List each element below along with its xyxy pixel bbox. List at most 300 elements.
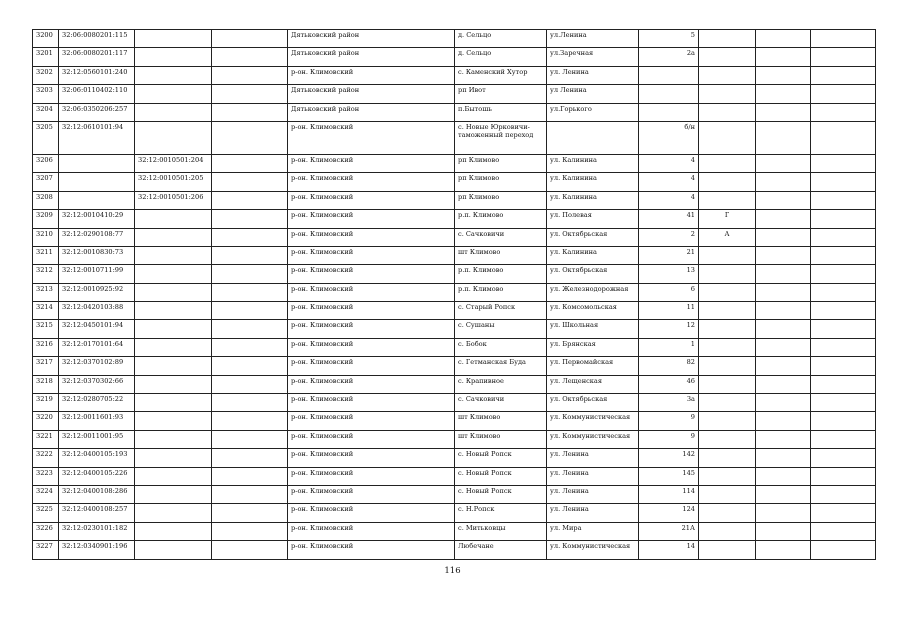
street-cell: ул. Лещенская xyxy=(547,375,639,393)
empty-cell xyxy=(212,103,288,121)
house-letter-cell xyxy=(699,30,756,48)
cadastral-number-alt-cell xyxy=(135,210,212,228)
house-letter-cell xyxy=(699,541,756,559)
empty-cell xyxy=(212,283,288,301)
cadastral-number-cell: 32:12:0370102:89 xyxy=(59,357,135,375)
extra-cell xyxy=(756,412,811,430)
district-cell: р-он. Климовский xyxy=(288,522,455,540)
cadastral-number-cell: 32:12:0610101:94 xyxy=(59,121,135,154)
cadastral-number-cell: 32:12:0170101:64 xyxy=(59,338,135,356)
house-letter-cell xyxy=(699,48,756,66)
row-number-cell: 3209 xyxy=(33,210,59,228)
cadastral-number-alt-cell xyxy=(135,412,212,430)
row-number-cell: 3216 xyxy=(33,338,59,356)
extra-cell xyxy=(811,246,876,264)
row-number-cell: 3211 xyxy=(33,246,59,264)
cadastral-number-alt-cell xyxy=(135,246,212,264)
house-letter-cell xyxy=(699,302,756,320)
row-number-cell: 3204 xyxy=(33,103,59,121)
extra-cell xyxy=(811,357,876,375)
extra-cell xyxy=(756,48,811,66)
house-number-cell: 13 xyxy=(639,265,699,283)
empty-cell xyxy=(212,357,288,375)
row-number-cell: 3202 xyxy=(33,66,59,84)
extra-cell xyxy=(811,522,876,540)
table-row xyxy=(33,48,876,66)
cadastral-number-cell: 32:12:0010410:29 xyxy=(59,210,135,228)
extra-cell xyxy=(756,449,811,467)
street-cell: ул.Заречная xyxy=(547,48,639,66)
cadastral-number-alt-cell xyxy=(135,30,212,48)
row-number-cell: 3218 xyxy=(33,375,59,393)
row-number-cell: 3214 xyxy=(33,302,59,320)
empty-cell xyxy=(212,121,288,154)
extra-cell xyxy=(811,48,876,66)
locality-cell: с. Митьковцы xyxy=(455,522,547,540)
district-cell: Дятьковский район xyxy=(288,103,455,121)
house-letter-cell xyxy=(699,375,756,393)
extra-cell xyxy=(811,412,876,430)
cadastral-number-cell: 32:12:0370302:66 xyxy=(59,375,135,393)
extra-cell xyxy=(756,522,811,540)
row-number-cell: 3222 xyxy=(33,449,59,467)
table-row xyxy=(33,375,876,393)
street-cell: ул. Ленина xyxy=(547,449,639,467)
house-number-cell xyxy=(639,66,699,84)
cadastral-number-cell: 32:12:0340901:196 xyxy=(59,541,135,559)
empty-cell xyxy=(212,504,288,522)
extra-cell xyxy=(756,283,811,301)
extra-cell xyxy=(756,430,811,448)
table-row xyxy=(33,283,876,301)
locality-cell: с. Сушаны xyxy=(455,320,547,338)
cadastral-number-alt-cell xyxy=(135,357,212,375)
row-number-cell: 3206 xyxy=(33,154,59,172)
house-number-cell: 2а xyxy=(639,48,699,66)
table-row xyxy=(33,357,876,375)
house-number-cell: 145 xyxy=(639,467,699,485)
empty-cell xyxy=(212,412,288,430)
cadastral-number-alt-cell xyxy=(135,66,212,84)
house-number-cell: 9 xyxy=(639,430,699,448)
table-row xyxy=(33,541,876,559)
cadastral-number-alt-cell: 32:12:0010501:206 xyxy=(135,191,212,209)
house-letter-cell xyxy=(699,504,756,522)
cadastral-number-alt-cell xyxy=(135,485,212,503)
table-row xyxy=(33,121,876,154)
table-row xyxy=(33,467,876,485)
cadastral-number-cell: 32:12:0420103:88 xyxy=(59,302,135,320)
table-row xyxy=(33,103,876,121)
row-number-cell: 3219 xyxy=(33,394,59,412)
extra-cell xyxy=(756,375,811,393)
house-letter-cell xyxy=(699,338,756,356)
street-cell: ул. Железнодорожная xyxy=(547,283,639,301)
table-row xyxy=(33,449,876,467)
cadastral-number-alt-cell xyxy=(135,338,212,356)
empty-cell xyxy=(212,228,288,246)
cadastral-number-alt-cell xyxy=(135,283,212,301)
locality-cell: с. Новый Ропск xyxy=(455,449,547,467)
street-cell: ул. Мира xyxy=(547,522,639,540)
extra-cell xyxy=(756,228,811,246)
street-cell: ул. Коммунистическая xyxy=(547,412,639,430)
cadastral-number-cell: 32:12:0560101:240 xyxy=(59,66,135,84)
locality-cell: с. Гетманская Буда xyxy=(455,357,547,375)
cadastral-number-alt-cell xyxy=(135,375,212,393)
extra-cell xyxy=(811,430,876,448)
extra-cell xyxy=(756,173,811,191)
street-cell: ул. Октябрьская xyxy=(547,228,639,246)
locality-cell: рп Климово xyxy=(455,191,547,209)
cadastral-number-cell xyxy=(59,191,135,209)
page-number: 116 xyxy=(444,566,461,576)
cadastral-number-alt-cell xyxy=(135,103,212,121)
cadastral-number-alt-cell xyxy=(135,541,212,559)
district-cell: р-он. Климовский xyxy=(288,338,455,356)
table-row xyxy=(33,394,876,412)
extra-cell xyxy=(811,121,876,154)
empty-cell xyxy=(212,320,288,338)
extra-cell xyxy=(756,394,811,412)
extra-cell xyxy=(756,541,811,559)
extra-cell xyxy=(756,338,811,356)
empty-cell xyxy=(212,173,288,191)
table-row xyxy=(33,228,876,246)
district-cell: Дятьковский район xyxy=(288,30,455,48)
table-row xyxy=(33,154,876,172)
cadastral-number-cell: 32:12:0290108:77 xyxy=(59,228,135,246)
locality-cell: д. Сельцо xyxy=(455,30,547,48)
street-cell xyxy=(547,121,639,154)
empty-cell xyxy=(212,246,288,264)
street-cell: ул. Полевая xyxy=(547,210,639,228)
empty-cell xyxy=(212,302,288,320)
table-row xyxy=(33,430,876,448)
extra-cell xyxy=(811,541,876,559)
district-cell: р-он. Климовский xyxy=(288,210,455,228)
cadastral-number-cell xyxy=(59,154,135,172)
empty-cell xyxy=(212,375,288,393)
cadastral-number-alt-cell xyxy=(135,430,212,448)
street-cell: ул. Ленина xyxy=(547,504,639,522)
empty-cell xyxy=(212,191,288,209)
row-number-cell: 3203 xyxy=(33,85,59,103)
empty-cell xyxy=(212,210,288,228)
cadastral-number-cell: 32:12:0230101:182 xyxy=(59,522,135,540)
street-cell: ул. Коммунистическая xyxy=(547,430,639,448)
house-number-cell: 12 xyxy=(639,320,699,338)
empty-cell xyxy=(212,394,288,412)
extra-cell xyxy=(756,320,811,338)
house-number-cell: 9 xyxy=(639,412,699,430)
cadastral-number-alt-cell xyxy=(135,449,212,467)
street-cell: ул. Калинина xyxy=(547,246,639,264)
extra-cell xyxy=(811,394,876,412)
empty-cell xyxy=(212,154,288,172)
extra-cell xyxy=(756,485,811,503)
house-letter-cell xyxy=(699,66,756,84)
street-cell: ул. Коммунистическая xyxy=(547,541,639,559)
extra-cell xyxy=(811,302,876,320)
house-letter-cell xyxy=(699,485,756,503)
cadastral-number-cell: 32:12:0280705:22 xyxy=(59,394,135,412)
cadastral-number-alt-cell xyxy=(135,85,212,103)
row-number-cell: 3220 xyxy=(33,412,59,430)
street-cell: ул. Октябрьская xyxy=(547,265,639,283)
district-cell: р-он. Климовский xyxy=(288,121,455,154)
empty-cell xyxy=(212,430,288,448)
street-cell: ул. Калинина xyxy=(547,173,639,191)
house-letter-cell xyxy=(699,394,756,412)
extra-cell xyxy=(756,504,811,522)
district-cell: р-он. Климовский xyxy=(288,375,455,393)
street-cell: ул.Горького xyxy=(547,103,639,121)
locality-cell: рп Климово xyxy=(455,173,547,191)
table-row xyxy=(33,246,876,264)
house-number-cell: 114 xyxy=(639,485,699,503)
empty-cell xyxy=(212,338,288,356)
registry-table-body xyxy=(33,30,876,560)
district-cell: р-он. Климовский xyxy=(288,228,455,246)
house-letter-cell xyxy=(699,121,756,154)
extra-cell xyxy=(811,485,876,503)
row-number-cell: 3221 xyxy=(33,430,59,448)
empty-cell xyxy=(212,265,288,283)
table-row xyxy=(33,173,876,191)
cadastral-number-cell: 32:12:0010830:73 xyxy=(59,246,135,264)
house-letter-cell xyxy=(699,522,756,540)
cadastral-number-cell: 32:12:0400105:226 xyxy=(59,467,135,485)
cadastral-number-cell: 32:06:0110402:110 xyxy=(59,85,135,103)
house-letter-cell xyxy=(699,449,756,467)
house-letter-cell xyxy=(699,265,756,283)
district-cell: р-он. Климовский xyxy=(288,265,455,283)
extra-cell xyxy=(756,85,811,103)
locality-cell: с. Новый Ропск xyxy=(455,467,547,485)
row-number-cell: 3200 xyxy=(33,30,59,48)
extra-cell xyxy=(756,357,811,375)
house-number-cell: 82 xyxy=(639,357,699,375)
row-number-cell: 3227 xyxy=(33,541,59,559)
street-cell: ул. Первомайская xyxy=(547,357,639,375)
house-number-cell xyxy=(639,103,699,121)
house-number-cell: 21 xyxy=(639,246,699,264)
cadastral-number-alt-cell xyxy=(135,394,212,412)
cadastral-number-alt-cell xyxy=(135,121,212,154)
locality-cell: рп Ивот xyxy=(455,85,547,103)
street-cell: ул. Ленина xyxy=(547,66,639,84)
extra-cell xyxy=(756,265,811,283)
extra-cell xyxy=(811,283,876,301)
house-number-cell: 4 xyxy=(639,154,699,172)
house-number-cell: 2 xyxy=(639,228,699,246)
row-number-cell: 3223 xyxy=(33,467,59,485)
cadastral-number-cell xyxy=(59,173,135,191)
row-number-cell: 3207 xyxy=(33,173,59,191)
street-cell: ул. Ленина xyxy=(547,467,639,485)
locality-cell: с. Новый Ропск xyxy=(455,485,547,503)
cadastral-number-cell: 32:12:0011001:95 xyxy=(59,430,135,448)
extra-cell xyxy=(811,467,876,485)
extra-cell xyxy=(756,246,811,264)
house-number-cell: 124 xyxy=(639,504,699,522)
cadastral-number-alt-cell: 32:12:0010501:204 xyxy=(135,154,212,172)
row-number-cell: 3215 xyxy=(33,320,59,338)
street-cell: ул. Калинина xyxy=(547,154,639,172)
extra-cell xyxy=(811,210,876,228)
cadastral-number-cell: 32:12:0400105:193 xyxy=(59,449,135,467)
row-number-cell: 3226 xyxy=(33,522,59,540)
extra-cell xyxy=(811,320,876,338)
cadastral-number-cell: 32:12:0010925:92 xyxy=(59,283,135,301)
empty-cell xyxy=(212,66,288,84)
locality-cell: р.п. Климово xyxy=(455,283,547,301)
house-letter-cell xyxy=(699,154,756,172)
locality-cell: с. Бобок xyxy=(455,338,547,356)
extra-cell xyxy=(811,504,876,522)
extra-cell xyxy=(756,30,811,48)
table-row xyxy=(33,85,876,103)
district-cell: р-он. Климовский xyxy=(288,412,455,430)
row-number-cell: 3205 xyxy=(33,121,59,154)
extra-cell xyxy=(811,154,876,172)
table-row xyxy=(33,485,876,503)
row-number-cell: 3201 xyxy=(33,48,59,66)
district-cell: р-он. Климовский xyxy=(288,485,455,503)
empty-cell xyxy=(212,85,288,103)
house-letter-cell: Г xyxy=(699,210,756,228)
house-number-cell: 11 xyxy=(639,302,699,320)
row-number-cell: 3208 xyxy=(33,191,59,209)
cadastral-number-alt-cell xyxy=(135,265,212,283)
house-number-cell: 41 xyxy=(639,210,699,228)
house-number-cell: 4 xyxy=(639,191,699,209)
house-number-cell: 3а xyxy=(639,394,699,412)
row-number-cell: 3225 xyxy=(33,504,59,522)
table-row xyxy=(33,504,876,522)
cadastral-number-alt-cell xyxy=(135,302,212,320)
empty-cell xyxy=(212,48,288,66)
street-cell: ул. Ленина xyxy=(547,485,639,503)
house-number-cell: 4 xyxy=(639,173,699,191)
locality-cell: с. Сачковичи xyxy=(455,228,547,246)
cadastral-number-cell: 32:06:0080201:117 xyxy=(59,48,135,66)
district-cell: р-он. Климовский xyxy=(288,394,455,412)
house-letter-cell xyxy=(699,246,756,264)
house-number-cell xyxy=(639,85,699,103)
table-row xyxy=(33,191,876,209)
district-cell: р-он. Климовский xyxy=(288,66,455,84)
extra-cell xyxy=(811,338,876,356)
extra-cell xyxy=(811,375,876,393)
district-cell: р-он. Климовский xyxy=(288,504,455,522)
locality-cell: с. Каменский Хутор xyxy=(455,66,547,84)
locality-cell: с. Крапивное xyxy=(455,375,547,393)
locality-cell: р.п. Климово xyxy=(455,265,547,283)
street-cell: ул. Калинина xyxy=(547,191,639,209)
house-number-cell: 1 xyxy=(639,338,699,356)
cadastral-number-cell: 32:06:0350206:257 xyxy=(59,103,135,121)
empty-cell xyxy=(212,467,288,485)
row-number-cell: 3210 xyxy=(33,228,59,246)
registry-table xyxy=(32,29,876,560)
house-letter-cell xyxy=(699,320,756,338)
cadastral-number-cell: 32:12:0400108:257 xyxy=(59,504,135,522)
row-number-cell: 3212 xyxy=(33,265,59,283)
extra-cell xyxy=(756,66,811,84)
table-row xyxy=(33,265,876,283)
cadastral-number-cell: 32:06:0080201:115 xyxy=(59,30,135,48)
house-number-cell: 6 xyxy=(639,283,699,301)
cadastral-number-alt-cell xyxy=(135,320,212,338)
row-number-cell: 3224 xyxy=(33,485,59,503)
district-cell: р-он. Климовский xyxy=(288,449,455,467)
street-cell: ул Ленина xyxy=(547,85,639,103)
extra-cell xyxy=(756,467,811,485)
district-cell: р-он. Климовский xyxy=(288,357,455,375)
house-letter-cell xyxy=(699,430,756,448)
house-number-cell: 21А xyxy=(639,522,699,540)
district-cell: р-он. Климовский xyxy=(288,467,455,485)
house-letter-cell xyxy=(699,283,756,301)
table-row xyxy=(33,338,876,356)
house-letter-cell xyxy=(699,467,756,485)
street-cell: ул. Школьная xyxy=(547,320,639,338)
house-letter-cell xyxy=(699,412,756,430)
district-cell: Дятьковский район xyxy=(288,85,455,103)
district-cell: р-он. Климовский xyxy=(288,154,455,172)
empty-cell xyxy=(212,30,288,48)
table-row xyxy=(33,210,876,228)
table-row xyxy=(33,66,876,84)
street-cell: ул. Октябрьская xyxy=(547,394,639,412)
locality-cell: с. Старый Ропск xyxy=(455,302,547,320)
district-cell: р-он. Климовский xyxy=(288,541,455,559)
cadastral-number-cell: 32:12:0400108:286 xyxy=(59,485,135,503)
district-cell: р-он. Климовский xyxy=(288,283,455,301)
extra-cell xyxy=(811,449,876,467)
street-cell: ул. Брянская xyxy=(547,338,639,356)
district-cell: р-он. Климовский xyxy=(288,191,455,209)
extra-cell xyxy=(811,191,876,209)
house-letter-cell xyxy=(699,357,756,375)
empty-cell xyxy=(212,449,288,467)
table-row xyxy=(33,320,876,338)
district-cell: р-он. Климовский xyxy=(288,320,455,338)
district-cell: р-он. Климовский xyxy=(288,430,455,448)
table-row xyxy=(33,30,876,48)
extra-cell xyxy=(756,302,811,320)
house-number-cell: 46 xyxy=(639,375,699,393)
district-cell: р-он. Климовский xyxy=(288,302,455,320)
street-cell: ул. Комсомольская xyxy=(547,302,639,320)
district-cell: р-он. Климовский xyxy=(288,246,455,264)
extra-cell xyxy=(811,85,876,103)
extra-cell xyxy=(756,191,811,209)
extra-cell xyxy=(756,103,811,121)
locality-cell: с. Н.Ропск xyxy=(455,504,547,522)
extra-cell xyxy=(811,265,876,283)
locality-cell: д. Сельцо xyxy=(455,48,547,66)
locality-cell: р.п. Климово xyxy=(455,210,547,228)
locality-cell: Любечане xyxy=(455,541,547,559)
house-letter-cell xyxy=(699,173,756,191)
locality-cell: шт Климово xyxy=(455,246,547,264)
extra-cell xyxy=(811,30,876,48)
empty-cell xyxy=(212,522,288,540)
cadastral-number-cell: 32:12:0010711:99 xyxy=(59,265,135,283)
